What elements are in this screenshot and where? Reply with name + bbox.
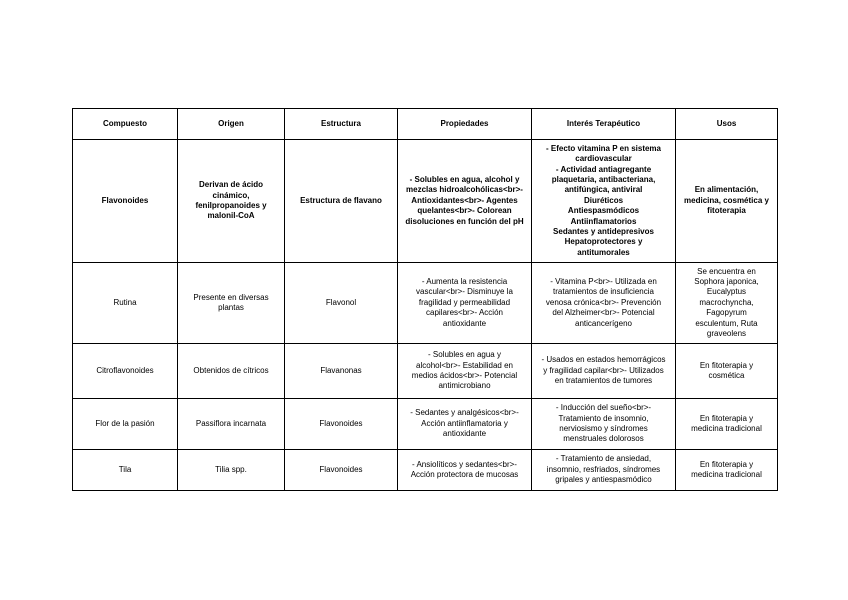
cell-propiedades: - Sedantes y analgésicos<br>- Acción antiinflamatoria y antioxidante — [398, 399, 532, 450]
compounds-table — [72, 108, 778, 491]
cell-interes: - Efecto vitamina P en sistema cardiovascular - Actividad antiagregante plaquetaria, antibacteriana, antifúngica, antiviral Diuréticos Antiespasmódicos Antiinflamatorios Sedantes y antidepresivos Hepatoprotectores y antitumorales — [532, 140, 676, 263]
header-interes: Interés Terapéutico — [532, 109, 676, 140]
cell-interes: - Inducción del sueño<br>- Tratamiento de insomnio, nerviosismo y síndromes menstruales dolorosos — [532, 399, 676, 450]
header-row — [73, 109, 778, 140]
cell-usos: En fitoterapia y medicina tradicional — [676, 399, 778, 450]
cell-propiedades: - Solubles en agua, alcohol y mezclas hidroalcohólicas<br>- Antioxidantes<br>- Agentes quelantes<br>- Colorean disoluciones en función del pH — [398, 140, 532, 263]
cell-estructura: Flavanonas — [285, 344, 398, 399]
header-propiedades: Propiedades — [398, 109, 532, 140]
table-row — [73, 399, 778, 450]
cell-usos: En alimentación, medicina, cosmética y fitoterapia — [676, 140, 778, 263]
cell-estructura: Flavonol — [285, 263, 398, 344]
cell-usos: Se encuentra en Sophora japonica, Eucalyptus macrochyncha, Fagopyrum esculentum, Ruta graveolens — [676, 263, 778, 344]
cell-usos: En fitoterapia y medicina tradicional — [676, 450, 778, 491]
cell-propiedades: - Solubles en agua y alcohol<br>- Estabilidad en medios ácidos<br>- Potencial antimicrobiano — [398, 344, 532, 399]
cell-compuesto: Rutina — [73, 263, 178, 344]
cell-estructura: Flavonoides — [285, 450, 398, 491]
header-origen: Origen — [178, 109, 285, 140]
table-row — [73, 140, 778, 263]
cell-compuesto: Tila — [73, 450, 178, 491]
cell-estructura: Flavonoides — [285, 399, 398, 450]
cell-origen: Passiflora incarnata — [178, 399, 285, 450]
cell-origen: Presente en diversas plantas — [178, 263, 285, 344]
cell-origen: Tilia spp. — [178, 450, 285, 491]
header-usos: Usos — [676, 109, 778, 140]
header-compuesto: Compuesto — [73, 109, 178, 140]
cell-interes: - Vitamina P<br>- Utilizada en tratamientos de insuficiencia venosa crónica<br>- Prevención del Alzheimer<br>- Potencial anticancerígeno — [532, 263, 676, 344]
cell-interes: - Tratamiento de ansiedad, insomnio, resfriados, síndromes gripales y antiespasmódico — [532, 450, 676, 491]
cell-compuesto: Flor de la pasión — [73, 399, 178, 450]
cell-compuesto: Citroflavonoides — [73, 344, 178, 399]
cell-interes: - Usados en estados hemorrágicos y fragilidad capilar<br>- Utilizados en tratamientos de tumores — [532, 344, 676, 399]
table-row — [73, 344, 778, 399]
cell-propiedades: - Aumenta la resistencia vascular<br>- Disminuye la fragilidad y permeabilidad capilares<br>- Acción antioxidante — [398, 263, 532, 344]
header-estructura: Estructura — [285, 109, 398, 140]
cell-estructura: Estructura de flavano — [285, 140, 398, 263]
cell-origen: Derivan de ácido cinámico, fenilpropanoides y malonil-CoA — [178, 140, 285, 263]
cell-compuesto: Flavonoides — [73, 140, 178, 263]
table-row — [73, 263, 778, 344]
table-row — [73, 450, 778, 491]
cell-usos: En fitoterapia y cosmética — [676, 344, 778, 399]
cell-origen: Obtenidos de cítricos — [178, 344, 285, 399]
cell-propiedades: - Ansiolíticos y sedantes<br>- Acción protectora de mucosas — [398, 450, 532, 491]
